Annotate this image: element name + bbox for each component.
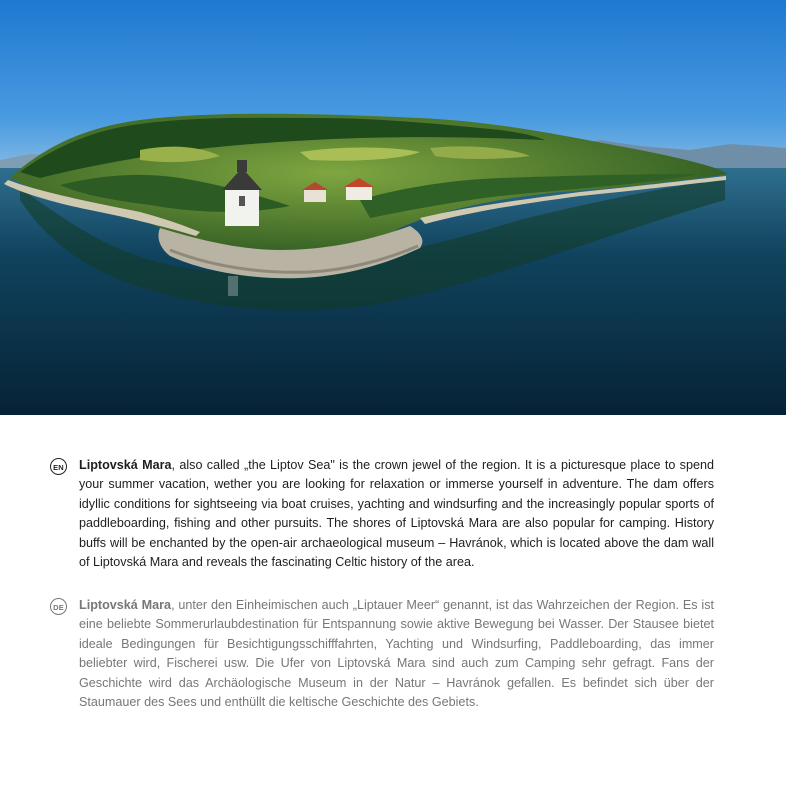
english-title: Liptovská Mara	[79, 458, 172, 472]
german-paragraph	[79, 596, 714, 712]
german-title: Liptovská Mara	[79, 598, 172, 612]
german-text-section	[54, 596, 714, 712]
german-body: , unter den Einheimischen auch „Liptauer Meer“ genannt, ist das Wahrzeichen der Region. Es ist eine beliebte Sommerurlaubdestination für Entspannung sowie aktive Bewegung bei Wasser. Der Stausee bietet ideale Bedingungen für Besichtigungsschifffahrten, Yachting und Windsurfing, Paddleboarding, das immer beliebter wird, Fischerei usw. Die Ufer von Liptovská Mara sind auch zum Camping sehr gefragt. Fans der Geschichte wird das Archäologische Museum in der Natur – Havránok gefallen. Es befindet sich über der Staumauer des Sees und enthüllt die keltische Geschichte des Gebiets.	[79, 598, 715, 710]
english-text-section	[54, 456, 714, 572]
language-badge-en: EN	[50, 458, 67, 475]
english-body: , also called „the Liptov Sea" is the crown jewel of the region. It is a picturesque place to spend your summer vacation, wether you are looking for relaxation or immerse yourself in adventure. The dam offers idyllic conditions for sightseeing via boat cruises, yachting and windsurfing and the increasingly popular sports of paddleboarding, fishing and other pursuits. The shores of Liptovská Mara are also popular for camping. History buffs will be enchanted by the open-air archaeological museum – Havránok, which is located above the dam wall of Liptovská Mara and reveals the fascinating Celtic history of the area.	[79, 458, 714, 570]
english-paragraph	[79, 456, 714, 572]
language-badge-de: DE	[50, 598, 67, 615]
